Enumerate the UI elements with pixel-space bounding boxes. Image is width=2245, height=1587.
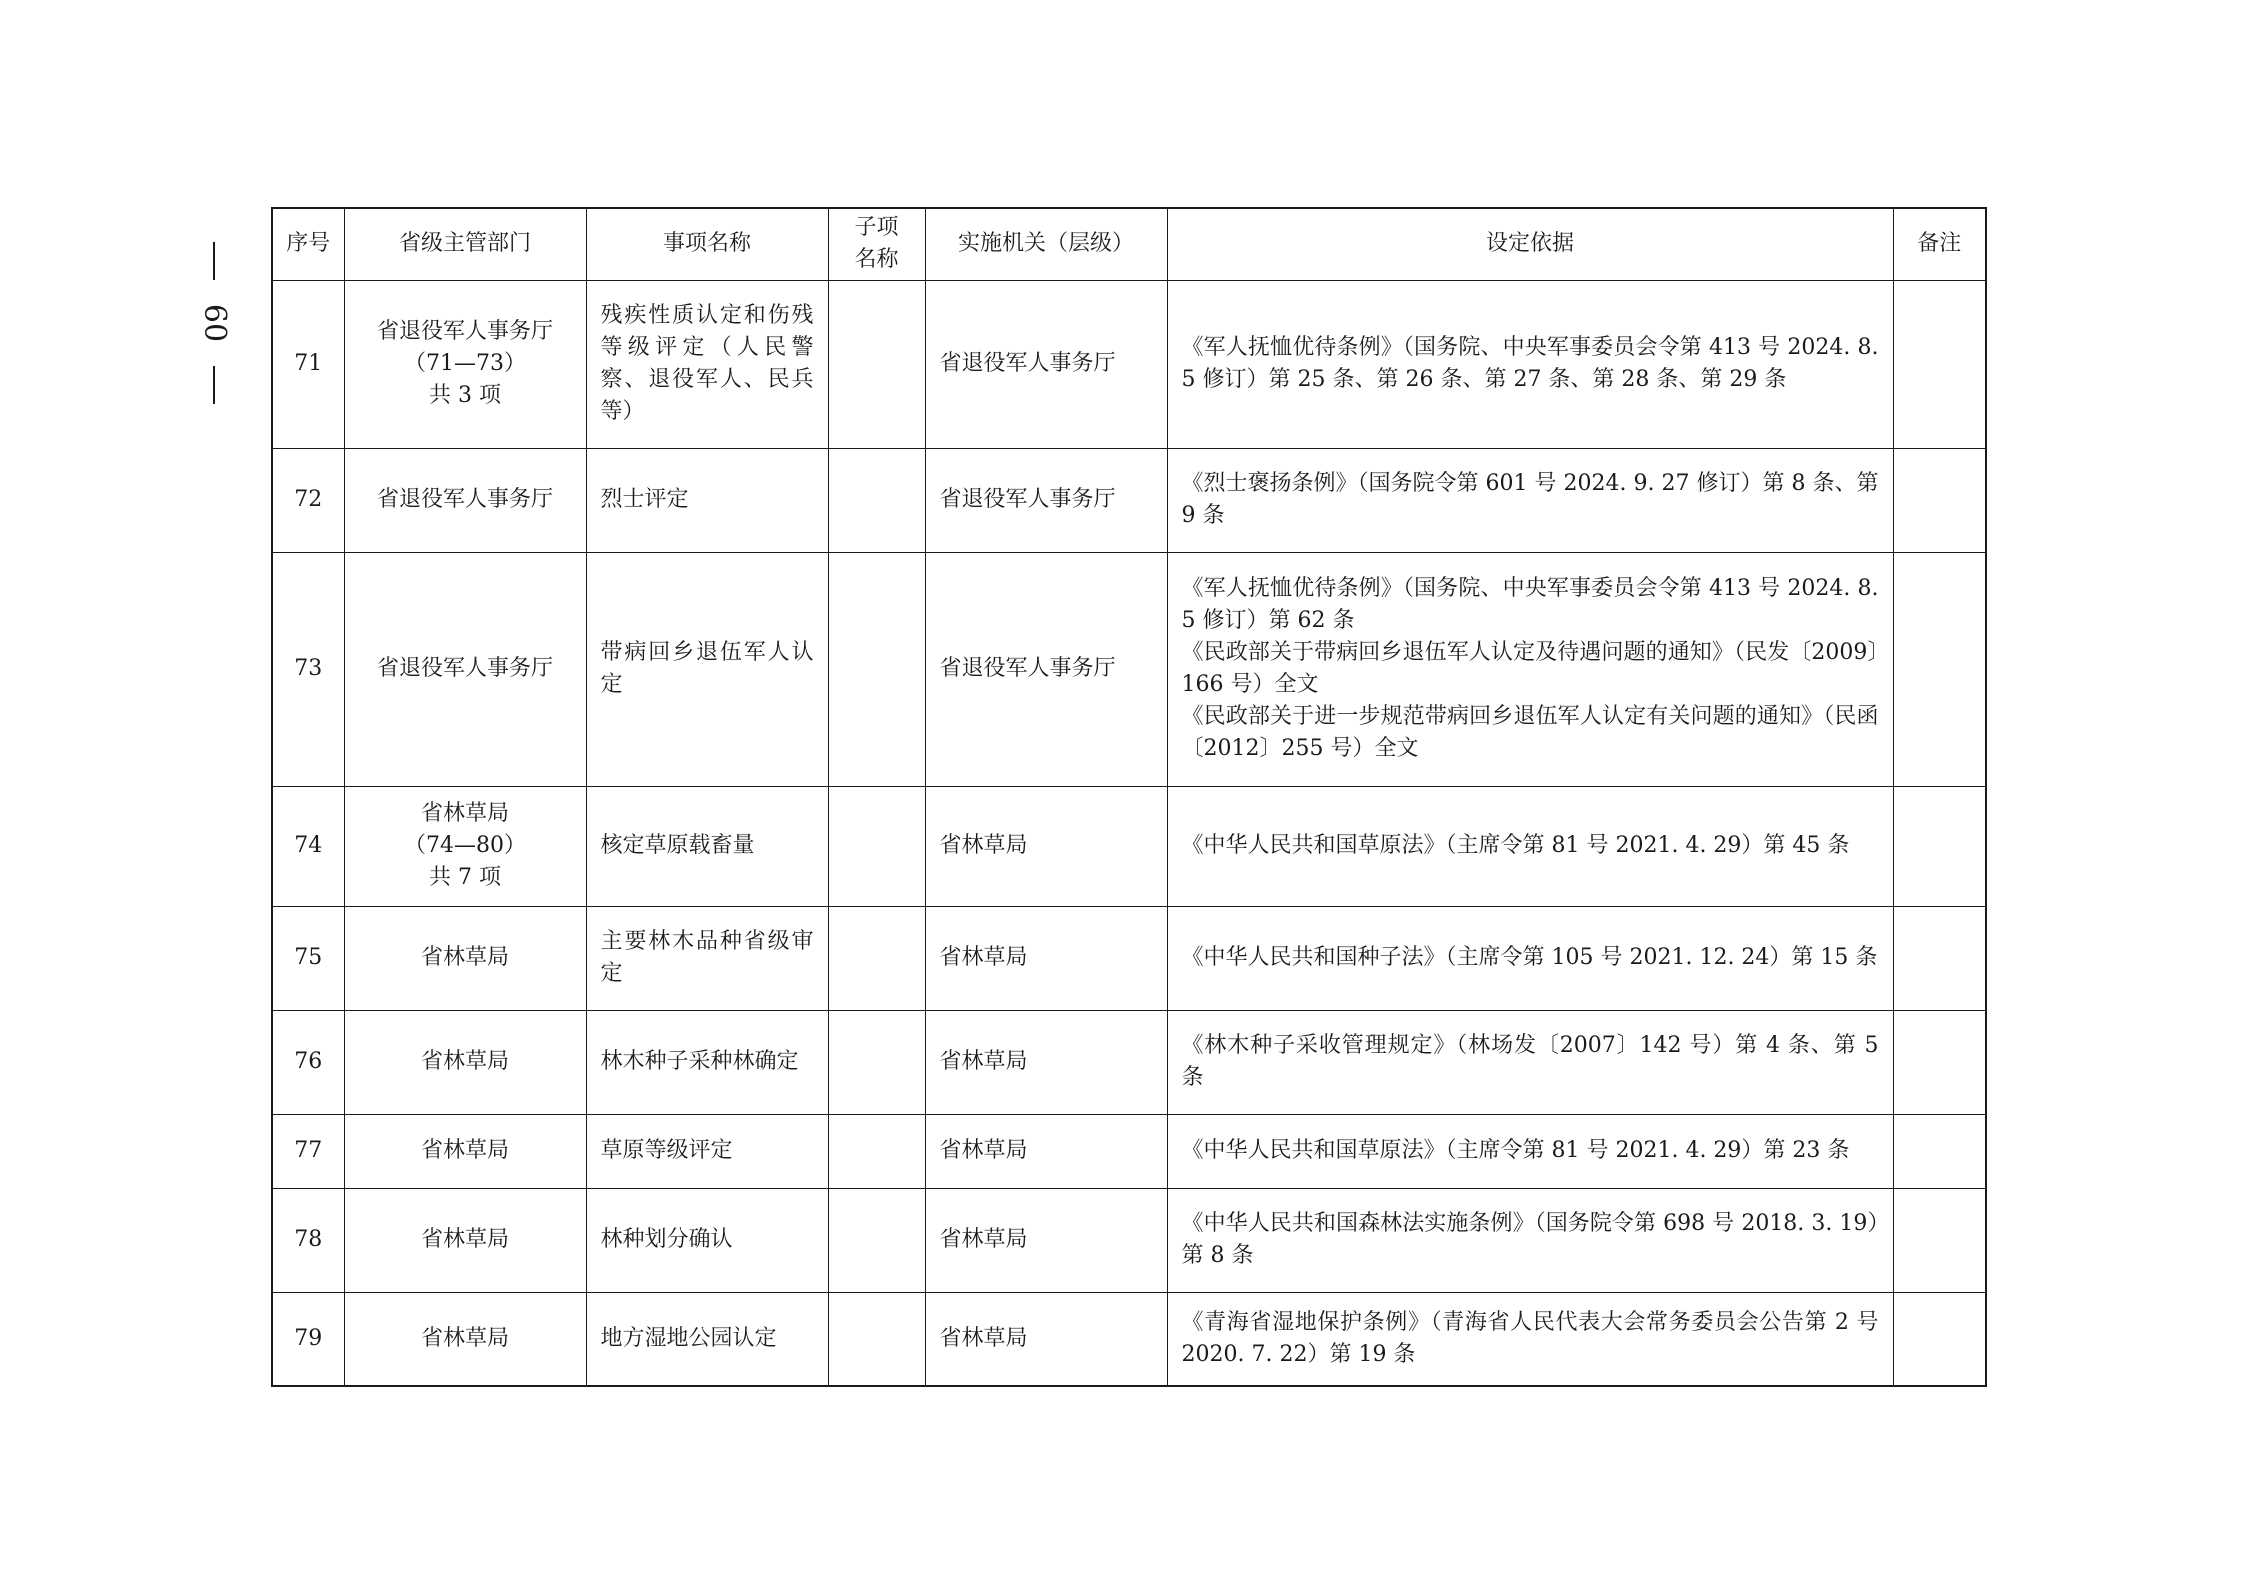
cell-basis-line: 《民政部关于进一步规范带病回乡退伍军人认定有关问题的通知》（民函〔2012〕255 号）全文 <box>1181 704 1879 761</box>
cell-agency: 省退役军人事务厅 <box>925 280 1167 448</box>
cell-dept-line: 省林草局 <box>420 945 509 970</box>
cell-note <box>1893 1010 1986 1114</box>
cell-dept <box>344 280 586 448</box>
cell-sub <box>828 280 925 448</box>
cell-agency: 省林草局 <box>925 1010 1167 1114</box>
cell-dept <box>344 1114 586 1188</box>
cell-sub <box>828 906 925 1010</box>
page-number-dash-bottom <box>213 366 215 404</box>
table-row <box>272 906 1986 1010</box>
cell-sub <box>828 552 925 786</box>
cell-basis <box>1167 280 1893 448</box>
cell-agency: 省林草局 <box>925 1188 1167 1292</box>
page-number <box>196 242 232 404</box>
cell-dept-line: 共 3 项 <box>429 383 501 408</box>
cell-basis <box>1167 552 1893 786</box>
cell-note <box>1893 1114 1986 1188</box>
cell-note <box>1893 906 1986 1010</box>
table-row <box>272 552 1986 786</box>
cell-seq: 75 <box>272 906 344 1010</box>
header-basis: 设定依据 <box>1167 208 1893 280</box>
cell-sub <box>828 1188 925 1292</box>
cell-note <box>1893 280 1986 448</box>
cell-dept <box>344 786 586 906</box>
cell-item: 烈士评定 <box>586 448 828 552</box>
cell-seq: 72 <box>272 448 344 552</box>
cell-item: 残疾性质认定和伤残等级评定（人民警察、退役军人、民兵等） <box>586 280 828 448</box>
cell-note <box>1893 552 1986 786</box>
table-row <box>272 1188 1986 1292</box>
cell-seq: 71 <box>272 280 344 448</box>
cell-basis <box>1167 1114 1893 1188</box>
cell-basis <box>1167 448 1893 552</box>
cell-dept-line: 省退役军人事务厅 <box>376 319 553 344</box>
cell-basis <box>1167 786 1893 906</box>
cell-dept-line: 省林草局 <box>420 1049 509 1074</box>
cell-agency: 省林草局 <box>925 786 1167 906</box>
cell-seq: 78 <box>272 1188 344 1292</box>
cell-item: 地方湿地公园认定 <box>586 1292 828 1386</box>
cell-dept-line: 省退役军人事务厅 <box>376 487 553 512</box>
table-row <box>272 448 1986 552</box>
cell-agency: 省林草局 <box>925 1114 1167 1188</box>
cell-basis <box>1167 1010 1893 1114</box>
table-row <box>272 1114 1986 1188</box>
cell-dept-line: 省退役军人事务厅 <box>376 656 553 681</box>
cell-sub <box>828 786 925 906</box>
cell-basis-line: 《中华人民共和国种子法》（主席令第 105 号 2021. 12. 24）第 15 条 <box>1181 945 1878 970</box>
cell-dept-line: 省林草局 <box>420 1325 509 1351</box>
cell-agency: 省林草局 <box>925 906 1167 1010</box>
cell-seq: 77 <box>272 1114 344 1188</box>
cell-item: 林种划分确认 <box>586 1188 828 1292</box>
cell-sub <box>828 1114 925 1188</box>
cell-sub <box>828 448 925 552</box>
cell-basis-line: 《中华人民共和国森林法实施条例》（国务院令第 698 号 2018. 3. 19）第 8 条 <box>1181 1211 1879 1268</box>
table-row <box>272 786 1986 906</box>
cell-item: 核定草原载畜量 <box>586 786 828 906</box>
cell-basis-line: 《民政部关于带病回乡退伍军人认定及待遇问题的通知》（民发〔2009〕166 号）全文 <box>1181 640 1879 697</box>
cell-seq: 74 <box>272 786 344 906</box>
cell-basis <box>1167 1292 1893 1386</box>
cell-dept-line: （71—73） <box>404 351 526 376</box>
cell-item: 带病回乡退伍军人认定 <box>586 552 828 786</box>
table-row <box>272 1292 1986 1386</box>
header-item: 事项名称 <box>586 208 828 280</box>
cell-sub <box>828 1010 925 1114</box>
cell-basis-line: 《烈士褒扬条例》（国务院令第 601 号 2024. 9. 27 修订）第 8 条、第 9 条 <box>1181 471 1879 528</box>
cell-dept <box>344 448 586 552</box>
cell-dept-line: 省林草局 <box>420 801 509 826</box>
cell-basis <box>1167 906 1893 1010</box>
page-number-dash-top <box>213 242 215 280</box>
page-number-text: 60 <box>197 303 232 343</box>
header-note: 备注 <box>1893 208 1986 280</box>
cell-basis-line: 《军人抚恤优待条例》（国务院、中央军事委员会令第 413 号 2024. 8. 5 修订）第 62 条 <box>1181 576 1879 633</box>
cell-basis-line: 《中华人民共和国草原法》（主席令第 81 号 2021. 4. 29）第 45 条 <box>1181 833 1850 858</box>
cell-sub <box>828 1292 925 1386</box>
table-row <box>272 280 1986 448</box>
header-dept: 省级主管部门 <box>344 208 586 280</box>
cell-item: 林木种子采种林确定 <box>586 1010 828 1114</box>
matters-table <box>271 207 1987 1387</box>
header-sub <box>828 208 925 280</box>
cell-dept-line: 省林草局 <box>420 1138 509 1163</box>
cell-basis-line: 《中华人民共和国草原法》（主席令第 81 号 2021. 4. 29）第 23 条 <box>1181 1138 1850 1163</box>
cell-dept <box>344 1292 586 1386</box>
header-sub-line-1: 子项 <box>854 215 899 241</box>
cell-agency: 省林草局 <box>925 1292 1167 1386</box>
header-agency: 实施机关（层级） <box>925 208 1167 280</box>
cell-note <box>1893 786 1986 906</box>
cell-basis <box>1167 1188 1893 1292</box>
cell-item: 主要林木品种省级审定 <box>586 906 828 1010</box>
cell-dept-line: 省林草局 <box>420 1227 509 1252</box>
cell-agency: 省退役军人事务厅 <box>925 552 1167 786</box>
cell-basis-line: 《青海省湿地保护条例》（青海省人民代表大会常务委员会公告第 2 号 2020. 7. 22）第 19 条 <box>1181 1309 1879 1367</box>
cell-basis-line: 《军人抚恤优待条例》（国务院、中央军事委员会令第 413 号 2024. 8. 5 修订）第 25 条、第 26 条、第 27 条、第 28 条、第 29 条 <box>1181 335 1879 392</box>
cell-agency: 省退役军人事务厅 <box>925 448 1167 552</box>
cell-seq: 76 <box>272 1010 344 1114</box>
cell-dept <box>344 552 586 786</box>
cell-item: 草原等级评定 <box>586 1114 828 1188</box>
table-row <box>272 1010 1986 1114</box>
cell-basis-line: 《林木种子采收管理规定》（林场发〔2007〕142 号）第 4 条、第 5 条 <box>1181 1033 1879 1090</box>
cell-note <box>1893 1292 1986 1386</box>
table-header-row <box>272 208 1986 280</box>
cell-seq: 73 <box>272 552 344 786</box>
header-sub-line-2: 名称 <box>854 247 899 273</box>
cell-dept <box>344 906 586 1010</box>
cell-note <box>1893 448 1986 552</box>
cell-dept <box>344 1010 586 1114</box>
cell-note <box>1893 1188 1986 1292</box>
cell-dept <box>344 1188 586 1292</box>
header-seq: 序号 <box>272 208 344 280</box>
cell-dept-line: （74—80） <box>404 833 526 858</box>
cell-seq: 79 <box>272 1292 344 1386</box>
cell-dept-line: 共 7 项 <box>429 865 501 890</box>
